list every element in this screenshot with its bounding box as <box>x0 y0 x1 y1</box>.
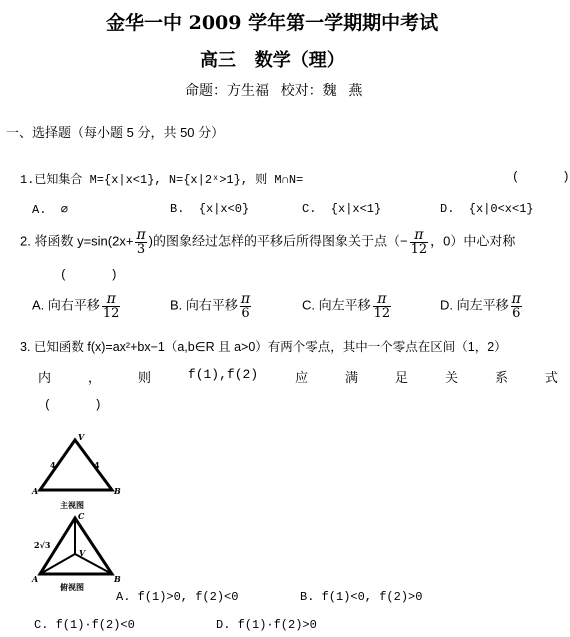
q1-option-b: B. {x|x<0} <box>170 202 250 216</box>
front-caption: 主视图 <box>60 501 84 510</box>
q3-word: 则 <box>137 370 151 385</box>
q2-frac-den: 6 <box>241 306 250 321</box>
top-label-a: A <box>32 574 39 584</box>
q2-frac-den: 12 <box>102 306 120 321</box>
q1-option-c: C. {x|x<1} <box>302 202 382 216</box>
q2-frac-num: π <box>136 227 146 243</box>
top-side-length: 2√3 <box>34 540 51 550</box>
q3-answer-paren: ( ) <box>44 398 102 412</box>
q1-option-a: A. ∅ <box>32 203 69 217</box>
q2-option-d-label: D. 向左平移 <box>440 297 509 313</box>
q2-frac-num: π <box>414 227 424 243</box>
q2-fraction-pi-3 <box>135 228 146 256</box>
exam-title: 金华一中 2009 学年第一学期期中考试 <box>106 12 439 34</box>
top-caption: 俯视图 <box>60 583 84 592</box>
q2-stem-pre: 2. 将函数 y=sin(2x+ <box>20 233 134 249</box>
q3-stem-line1: 3. 已知函数 f(x)=ax²+bx−1（a,b∈R 且 a>0）有两个零点，其中一个零点在区间（1，2） <box>20 340 507 354</box>
q2-option-b-label: B. 向右平移 <box>170 297 238 313</box>
q3-word: ， <box>87 370 101 385</box>
q3-word: 满 <box>345 370 359 385</box>
q2-option-a-label: A. 向右平移 <box>32 297 100 313</box>
q3-word: 式 <box>544 370 558 385</box>
q2-option-b-fraction <box>240 292 251 320</box>
q3-word: 关 <box>444 370 458 385</box>
top-label-c: C <box>78 511 85 521</box>
q3-word: 系 <box>494 370 508 385</box>
q2-frac-num: π <box>377 291 387 307</box>
exam-subtitle: 高三 数学（理） <box>200 50 345 71</box>
q2-frac-num: π <box>106 291 116 307</box>
q3-word: 内 <box>38 370 52 385</box>
q2-stem-post: ，0）中心对称 <box>430 233 516 249</box>
top-view-figure <box>30 512 130 592</box>
q3-word: 应 <box>295 370 309 385</box>
front-label-b: B <box>114 486 121 496</box>
front-side-left: 4 <box>50 460 56 470</box>
q3-option-c: C. f(1)·f(2)<0 <box>34 618 135 632</box>
front-label-v: V <box>78 432 85 442</box>
q3-option-b: B. f(1)<0, f(2)>0 <box>300 590 423 604</box>
front-side-right: 4 <box>94 460 100 470</box>
q2-option-a-fraction <box>102 292 121 320</box>
q1-stem: 1.已知集合 M={x|x<1}, N={x|2ˣ>1}, 则 M∩N= <box>20 173 304 187</box>
q3-word: 足 <box>395 370 409 385</box>
q2-fraction-pi-12 <box>410 228 429 256</box>
q2-stem-mid: )的图象经过怎样的平移后所得图象关于点（− <box>148 233 408 249</box>
q3-option-d: D. f(1)·f(2)>0 <box>216 618 317 632</box>
q2-frac-num: π <box>511 291 521 307</box>
q2-option-d-fraction <box>511 292 522 320</box>
q3-stem-line2 <box>38 367 558 386</box>
q2-option-a <box>32 292 122 320</box>
q2-option-c-fraction <box>373 292 392 320</box>
q2-frac-den: 12 <box>373 306 391 321</box>
q2-answer-paren: ( ) <box>60 268 118 282</box>
top-label-b: B <box>114 574 121 584</box>
q2-option-d <box>440 292 524 320</box>
q2-option-c-label: C. 向左平移 <box>302 297 371 313</box>
q2-frac-num: π <box>240 291 251 307</box>
q1-option-d: D. {x|0<x<1} <box>440 202 534 216</box>
q2-frac-den: 12 <box>410 242 428 257</box>
q3-word: f(1),f(2) <box>187 367 259 382</box>
q2-frac-den: 3 <box>136 242 146 257</box>
exam-credits: 命题：方生福 校对：魏 燕 <box>185 82 363 98</box>
section-heading: 一、选择题（每小题 5 分，共 50 分） <box>6 125 225 140</box>
q2-option-b <box>170 292 253 320</box>
q2-stem <box>20 228 515 256</box>
q3-option-a: A. f(1)>0, f(2)<0 <box>116 590 239 604</box>
q2-frac-den: 6 <box>512 306 521 321</box>
q1-answer-paren: ( ) <box>512 170 570 184</box>
front-label-a: A <box>32 486 39 496</box>
front-view-figure <box>30 430 130 515</box>
top-label-v: V <box>79 548 86 558</box>
q2-option-c <box>302 292 393 320</box>
